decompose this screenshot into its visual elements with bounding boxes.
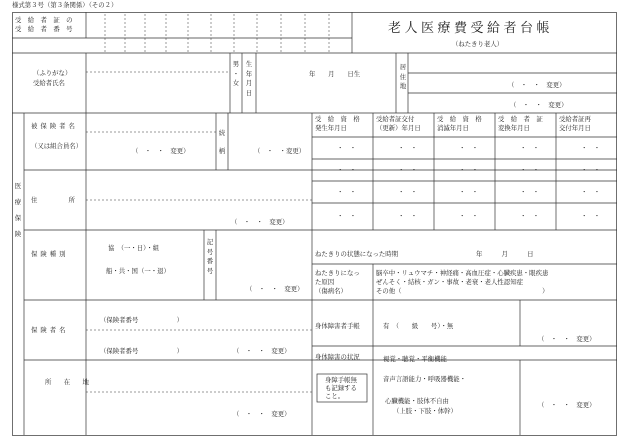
hist-header-3-line1: 受 給 資 格	[437, 115, 482, 123]
disability-item-2: 音声言語能力・呼吸器機能・	[383, 375, 467, 383]
history-mark: ・ ・	[581, 188, 601, 196]
recipient-cert-label-2: 受 給 者 番 号	[15, 25, 73, 33]
hist-header-2-line1: 受給者証交付	[376, 115, 415, 123]
location-change: （ ・ ・ 変更）	[233, 410, 291, 418]
insured-name-sub-label: （又は組合員名）	[31, 142, 83, 150]
birth-label: 生 年 月 日	[245, 60, 253, 97]
insurance-type-option-1: 協 （一・日）・組	[108, 244, 160, 252]
history-mark: ・ ・	[581, 166, 601, 174]
insurer-change: （ ・ ・ 変更）	[233, 347, 291, 355]
history-mark: ・ ・	[398, 188, 418, 196]
symbol-number-label: 記 号 番 号	[206, 238, 214, 275]
history-mark: ・ ・	[520, 188, 540, 196]
symbol-number-change: （ ・ ・ 変更）	[246, 285, 304, 293]
insurer-number-2: （保険者番号 ）	[100, 347, 184, 355]
residence-label: 居 住 地	[399, 63, 407, 90]
hist-header-4-line1: 受 給 者 証	[498, 115, 543, 123]
disability-status-change: （ ・ ・ 変更）	[538, 401, 596, 409]
disability-item-1: 視覚・聴覚・平衡機能	[383, 355, 447, 363]
form-subtitle: （ねたきり老人）	[452, 40, 504, 48]
history-mark: ・ ・	[581, 144, 601, 152]
history-mark: ・ ・	[398, 144, 418, 152]
hist-header-5-line1: 受給者証再	[559, 115, 591, 123]
hist-header-2-line2: （更新）年月日	[376, 124, 421, 132]
disability-status-label: 身体障害の状況	[315, 353, 360, 361]
insurance-type-label: 保険種別	[31, 250, 69, 258]
history-mark: ・ ・	[459, 166, 479, 174]
hist-header-1-line2: 発生年月日	[315, 124, 347, 132]
bedridden-cause-label-1: ねたきりになっ	[315, 269, 360, 277]
insured-name-change: （ ・ ・ 変更）	[132, 147, 190, 155]
history-mark: ・ ・	[337, 188, 357, 196]
history-mark: ・ ・	[520, 212, 540, 220]
history-mark: ・ ・	[459, 144, 479, 152]
disability-notebook-value: 有 （ 級 号）・無	[383, 322, 454, 330]
history-mark: ・ ・	[459, 212, 479, 220]
disability-note-line-1: 身障手帳無	[325, 376, 357, 384]
residence-change-1: （ ・ ・ 変更）	[508, 81, 566, 89]
history-mark: ・ ・	[520, 144, 540, 152]
bedridden-cause-label-3: （傷病名）	[315, 287, 347, 295]
bedridden-cause-label-2: た原因	[315, 278, 335, 286]
form-header: 様式第３号（第３条関係）（その２）	[12, 1, 118, 9]
disability-note-line-2: も記録する	[325, 384, 357, 392]
history-mark: ・ ・	[337, 212, 357, 220]
address-label: 住 所	[31, 196, 78, 204]
furigana-label: （ふりがな）	[33, 69, 72, 77]
hist-header-3-line2: 消滅年月日	[437, 124, 469, 132]
residence-change-2: （ ・ ・ 変更）	[510, 101, 568, 109]
history-mark: ・ ・	[459, 188, 479, 196]
recipient-name-label: 受給者氏名	[33, 79, 65, 87]
disability-notebook-label: 身体障害者手帳	[315, 322, 360, 330]
history-mark: ・ ・	[520, 166, 540, 174]
relation-change: （ ・ ・変更）	[254, 147, 306, 155]
bedridden-cause-text-3: その他（ ）	[376, 287, 549, 295]
disability-note-line-3: こと。	[325, 392, 345, 400]
history-mark: ・ ・	[398, 166, 418, 174]
insurer-number-1: （保険者番号 ）	[100, 316, 184, 324]
disability-item-4: （上肢・下肢・体幹）	[393, 407, 457, 415]
bedridden-date-value: 年 月 日	[476, 250, 534, 258]
recipient-cert-label-1: 受 給 者 証 の	[15, 16, 73, 24]
address-change: （ ・ ・ 変更）	[231, 218, 289, 226]
hist-header-5-line2: 交付年月日	[559, 124, 591, 132]
insured-name-label: 被保険者名	[31, 122, 78, 130]
history-mark: ・ ・	[337, 166, 357, 174]
history-mark: ・ ・	[581, 212, 601, 220]
history-mark: ・ ・	[337, 144, 357, 152]
birth-date-value: 年 月 日生	[309, 70, 361, 78]
gender-label: 男 ・ 女	[232, 60, 240, 87]
location-label: 所 在 地	[45, 378, 92, 386]
hist-header-1-line1: 受 給 資 格	[315, 115, 360, 123]
medical-insurance-label: 医 療 保 険	[14, 182, 22, 238]
bedridden-cause-text-1: 脳卒中・リュウマチ・神経痛・高血圧症・心臓疾患・眼疾患	[376, 269, 549, 277]
disability-notebook-change: （ ・ ・ 変更）	[538, 335, 596, 343]
insurance-type-option-2: 船・共・国（一・退）	[106, 267, 170, 275]
disability-item-3: 心臓機能・肢体不自由	[385, 397, 449, 405]
bedridden-cause-text-2: ぜんそく・結核・ガン・事故・老衰・老人性認知症	[376, 278, 523, 286]
hist-header-4-line2: 変換年月日	[498, 124, 530, 132]
insurer-name-label: 保険者名	[31, 326, 69, 334]
form-title: 老人医療費受給者台帳	[388, 21, 554, 36]
relation-label: 続 柄	[218, 129, 226, 155]
bedridden-date-label: ねたきりの状態になった時期	[315, 250, 399, 258]
history-mark: ・ ・	[398, 212, 418, 220]
